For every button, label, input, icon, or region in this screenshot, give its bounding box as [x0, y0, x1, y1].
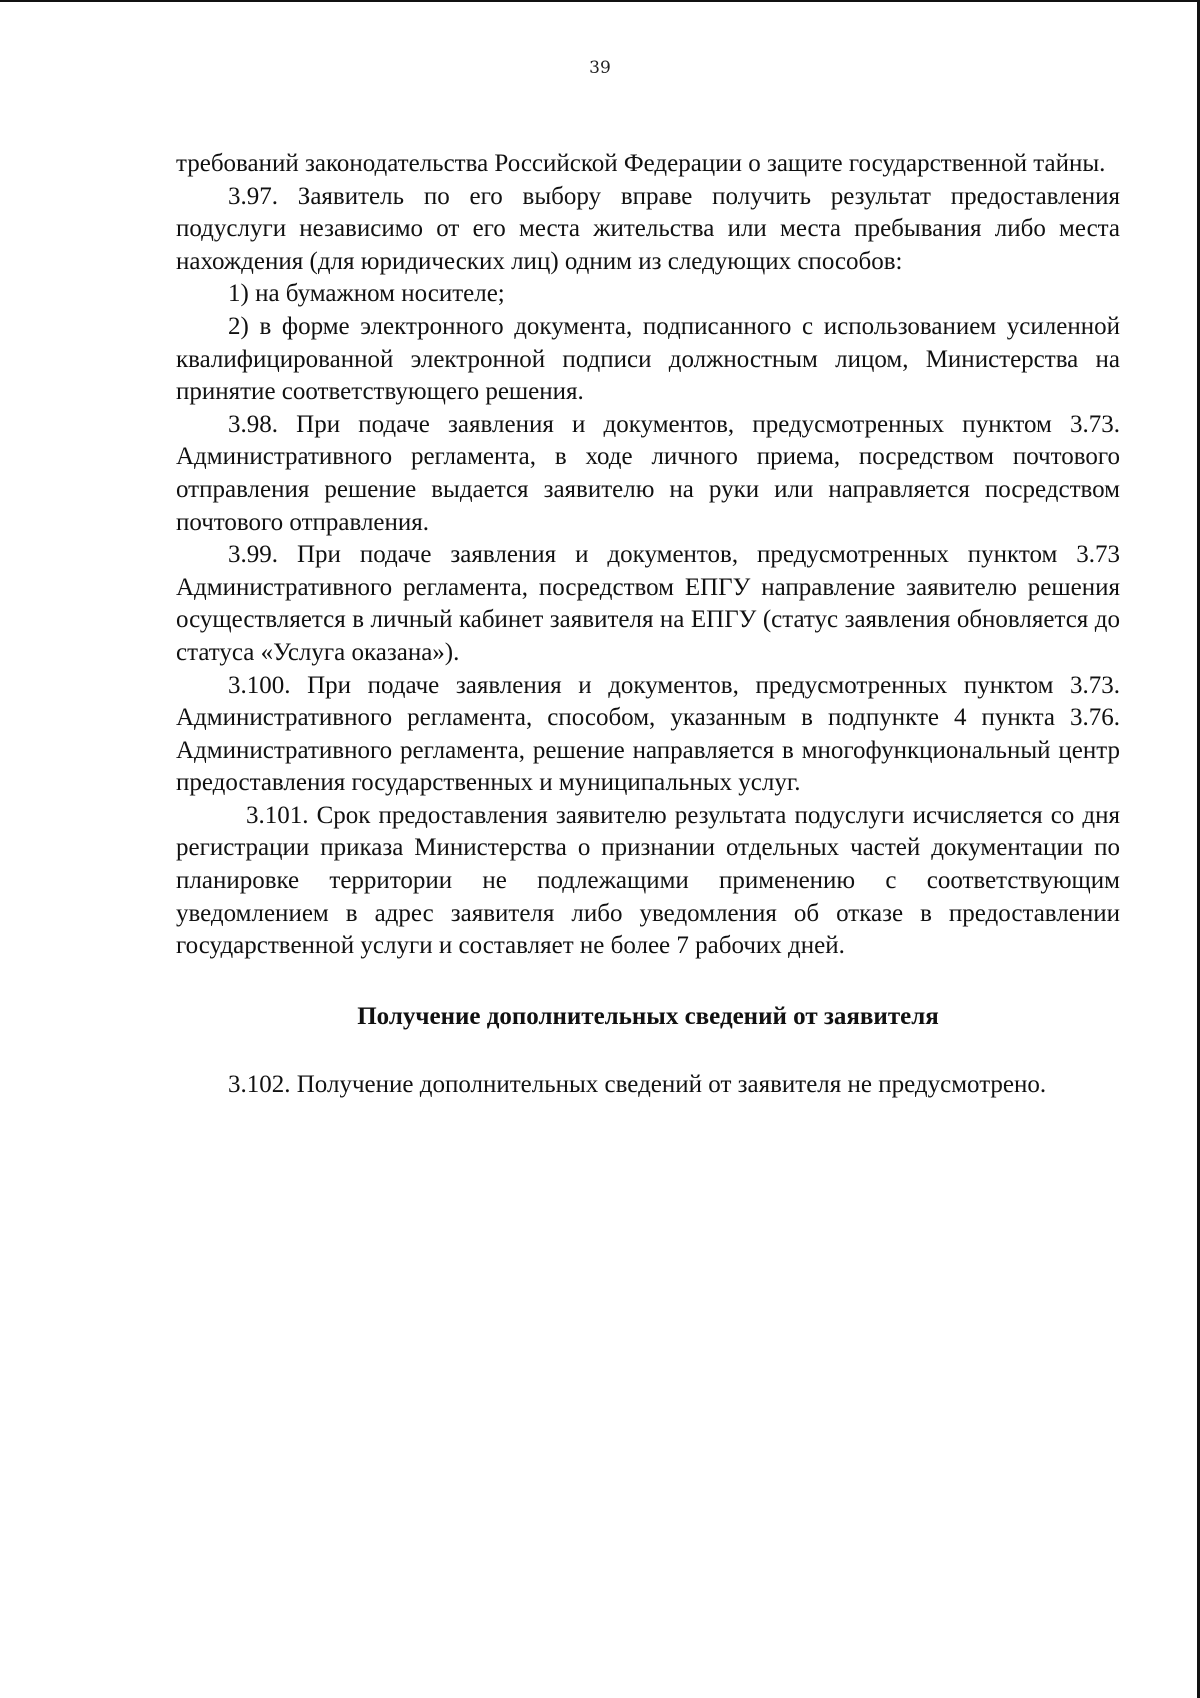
paragraph-3-101: 3.101. Срок предоставления заявителю результата подуслуги исчисляется со дня регистрации приказа Министерства о признании отдельных частей документации по планировке территории не подлежащими применению с соответствующим уведомлением в адрес заявителя либо уведомления об отказе в предоставлении государственной услуги и составляет не более 7 рабочих дней. — [176, 801, 1120, 960]
page-number: 39 — [589, 58, 611, 78]
paragraph-3-98: 3.98. При подаче заявления и документов, предусмотренных пунктом 3.73. Административного регламента, в ходе личного приема, посредством почтового отправления решение выдается заявителю на руки или направляется посредством почтового отправления. — [176, 410, 1120, 536]
paragraph-3-97: 3.97. Заявитель по его выбору вправе получить результат предоставления подуслуги независимо от его места жительства или места пребывания либо места нахождения (для юридических лиц) одним из следующих способов: — [176, 182, 1120, 275]
list-item-electronic: 2) в форме электронного документа, подписанного с использованием усиленной квалифицированной электронной подписи должностным лицом, Министерства на принятие соответствующего решения. — [176, 312, 1120, 406]
paragraph-continuation: требований законодательства Российской Федерации о защите государственной тайны. — [176, 150, 1106, 177]
section-heading: Получение дополнительных сведений от заявителя — [357, 1002, 939, 1030]
list-item-paper: 1) на бумажном носителе; — [228, 280, 505, 308]
document-body — [176, 148, 1120, 1102]
paragraph-3-100: 3.100. При подаче заявления и документов, предусмотренных пунктом 3.73. Административного регламента, способом, указанным в подпункте 4 пункта 3.76. Административного регламента, решение направляется в многофункциональный центр предоставления государственных и муниципальных услуг. — [176, 671, 1120, 797]
paragraph-3-102: 3.102. Получение дополнительных сведений от заявителя не предусмотрено. — [228, 1071, 1047, 1099]
paragraph-3-99: 3.99. При подаче заявления и документов, предусмотренных пунктом 3.73 Административного регламента, посредством ЕПГУ направление заявителю решения осуществляется в личный кабинет заявителя на ЕПГУ (статус заявления обновляется до статуса «Услуга оказана»). — [176, 541, 1120, 666]
